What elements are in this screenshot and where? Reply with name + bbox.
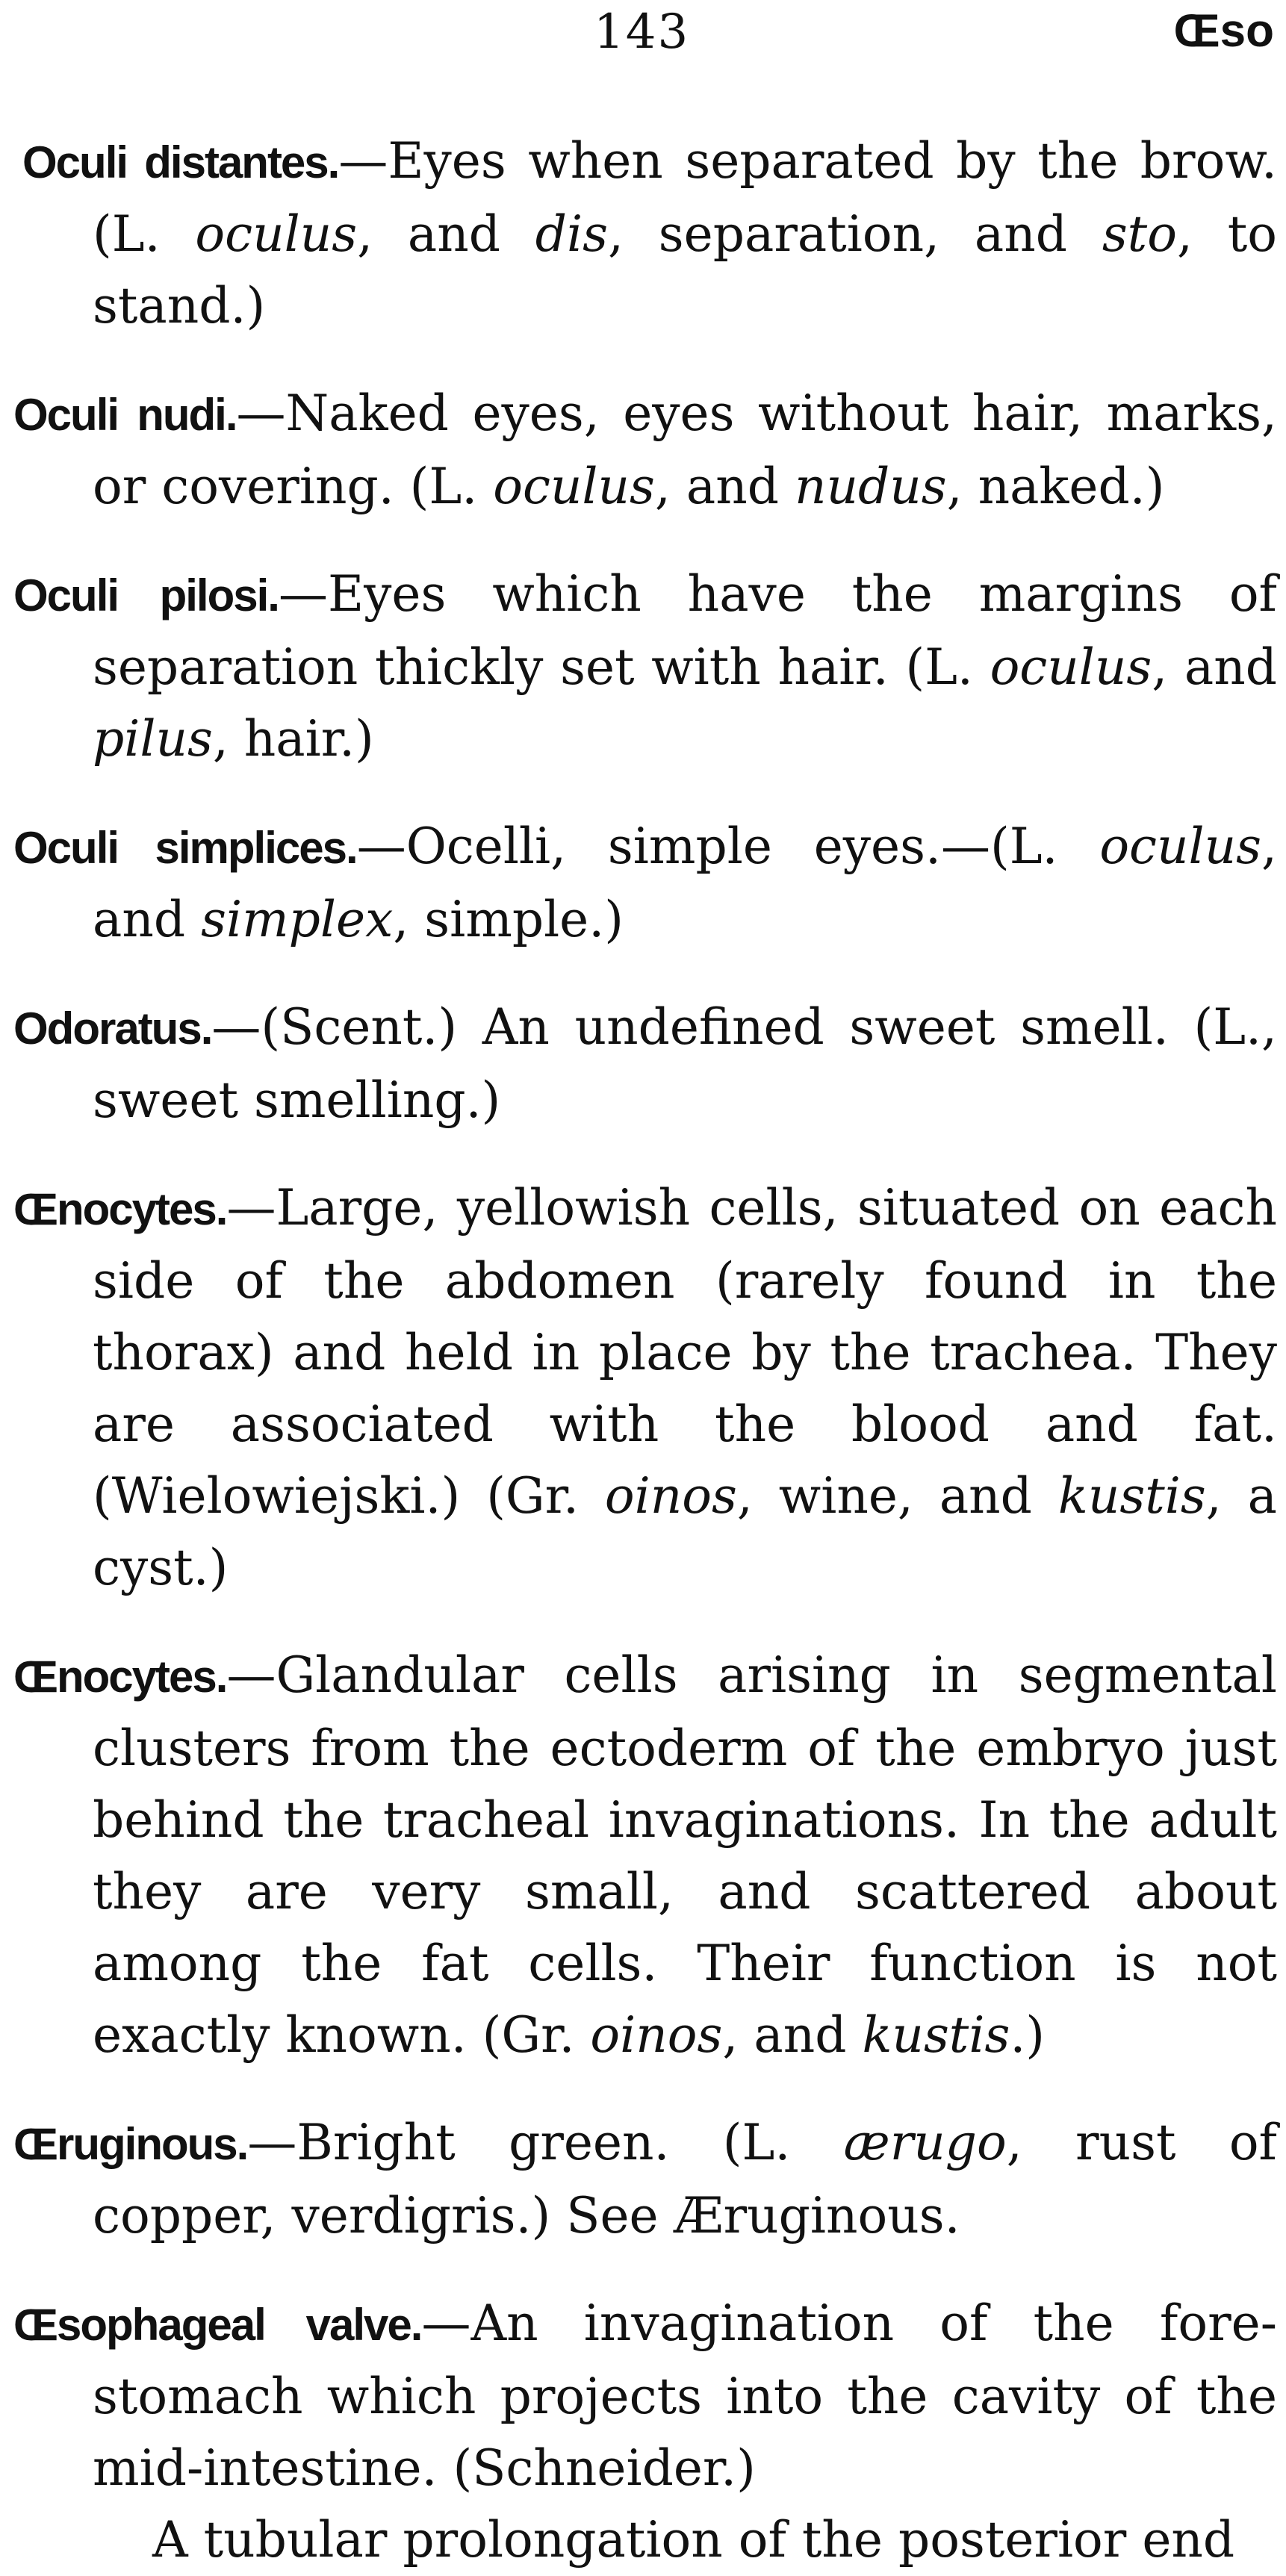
etymology-word: simplex bbox=[201, 891, 394, 948]
definition-text: —Glandular cells arising in segmental clusters from the ectoderm of the embryo just behind the tracheal invaginations. In the adult they are very small, and scattered about among the fat cells. Their function is not exactly known. (Gr. bbox=[93, 1646, 1277, 2064]
definition-text: —(Scent.) An undefined sweet smell. (L., sweet smelling.) bbox=[93, 998, 1277, 1129]
definition-text: , hair.) bbox=[212, 710, 374, 768]
definition-text: —Naked eyes, eyes without hair, marks, or covering. (L. bbox=[93, 385, 1277, 515]
etymology-word: nudus bbox=[794, 458, 947, 515]
definition-text: , simple.) bbox=[393, 891, 624, 948]
definition-text: , naked.) bbox=[946, 458, 1165, 515]
definition-text: , and bbox=[1152, 638, 1277, 696]
page-number: 143 bbox=[594, 4, 690, 60]
definition-text: , wine, and bbox=[736, 1467, 1058, 1525]
entry-oeruginous bbox=[7, 2107, 1277, 2252]
headword: Œnocytes. bbox=[13, 1184, 227, 1234]
headword: Oculi distantes. bbox=[22, 137, 339, 187]
headword: Œruginous. bbox=[13, 2119, 248, 2169]
etymology-word: ærugo bbox=[843, 2114, 1007, 2171]
entry-oculi-simplices bbox=[7, 811, 1277, 956]
definition-text: —Eyes when separated by the brow. (L. bbox=[93, 132, 1277, 263]
etymology-word: oculus bbox=[195, 205, 358, 263]
headword: Œsophageal valve. bbox=[13, 2300, 422, 2350]
headword: Oculi pilosi. bbox=[13, 570, 279, 620]
definition-text: , and bbox=[654, 458, 795, 515]
etymology-word: oculus bbox=[990, 638, 1152, 696]
etymology-word: dis bbox=[535, 205, 609, 263]
etymology-word: sto bbox=[1102, 205, 1177, 263]
entry-oesophageal-valve bbox=[7, 2288, 1277, 2504]
entry-oculi-nudi bbox=[7, 378, 1277, 523]
headword: Oculi simplices. bbox=[13, 823, 357, 873]
definition-text: —Ocelli, simple eyes.—(L. bbox=[356, 818, 1100, 875]
definition-text: —An invagination of the fore-stomach which projects into the cavity of the mid-intestine. (Schneider.) bbox=[93, 2295, 1277, 2497]
guide-word: Œso bbox=[1173, 5, 1274, 57]
definition-text: , separation, and bbox=[608, 205, 1102, 263]
entry-odoratus bbox=[7, 992, 1277, 1136]
definition-text: —Eyes which have the margins of separation thickly set with hair. (L. bbox=[93, 565, 1277, 696]
definition-text: , rust of copper, verdigris.) See Æruginous. bbox=[93, 2114, 1277, 2244]
etymology-word: kustis bbox=[1057, 1467, 1206, 1525]
etymology-word: kustis bbox=[862, 2006, 1010, 2064]
glossary-body bbox=[7, 125, 1277, 2576]
etymology-word: oinos bbox=[590, 2006, 723, 2064]
entry-oenocytes-1 bbox=[7, 1172, 1277, 1604]
etymology-word: pilus bbox=[93, 710, 213, 768]
etymology-word: oculus bbox=[1099, 818, 1262, 875]
definition-text: , to stand.) bbox=[93, 205, 1277, 335]
running-head bbox=[0, 0, 1286, 82]
definition-text: , a cyst.) bbox=[93, 1467, 1277, 1596]
headword: Œnocytes. bbox=[13, 1652, 227, 1702]
etymology-word: oculus bbox=[493, 458, 655, 515]
continuation-paragraph: A tubular prolongation of the posterior end bbox=[152, 2511, 1235, 2569]
etymology-word: oinos bbox=[604, 1467, 737, 1525]
definition-text: —Bright green. (L. bbox=[247, 2114, 844, 2171]
definition-text: , and bbox=[357, 205, 535, 263]
entry-oculi-distantes bbox=[7, 125, 1277, 342]
headword: Oculi nudi. bbox=[13, 390, 237, 440]
definition-text: —Large, yellowish cells, situated on each side of the abdomen (rarely found in the thorax) and held in place by the trachea. They are associated with the blood and fat. (Wielowiejski.) (Gr. bbox=[93, 1179, 1277, 1525]
entry-oenocytes-2 bbox=[7, 1640, 1277, 2071]
definition-text: , and bbox=[722, 2006, 863, 2064]
definition-text: , and bbox=[93, 818, 1277, 948]
definition-text: .) bbox=[1010, 2006, 1046, 2064]
headword: Odoratus. bbox=[13, 1004, 212, 1054]
entry-oculi-pilosi bbox=[7, 559, 1277, 775]
